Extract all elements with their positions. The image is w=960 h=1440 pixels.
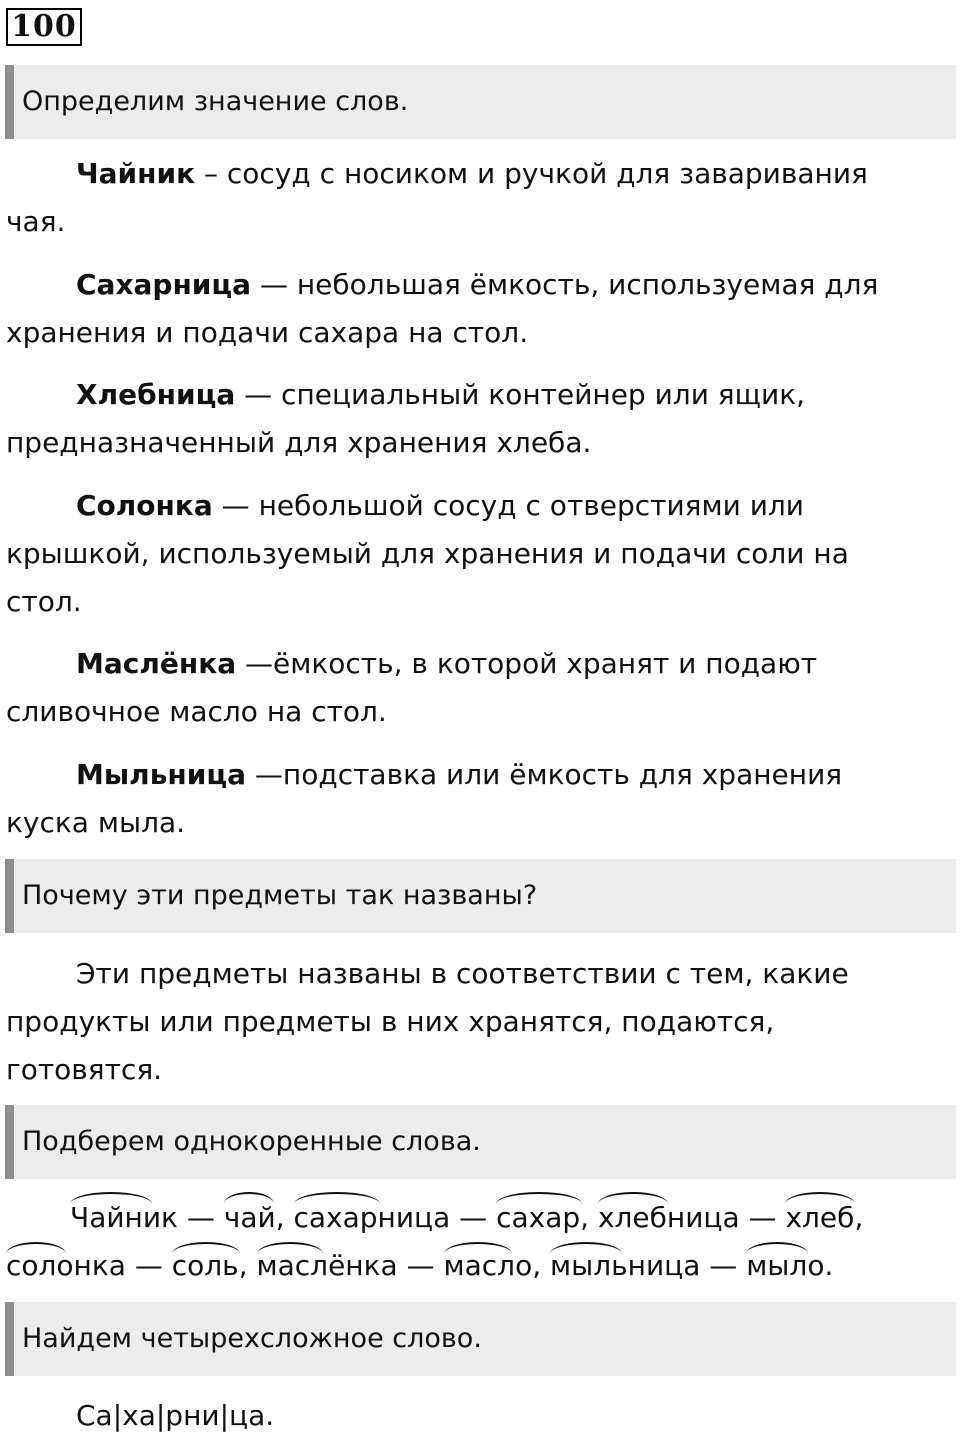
definition-text: – сосуд с носиком и ручкой для заваривания чая. <box>6 157 868 238</box>
definition-text: —ёмкость, в которой хранят и подают сливочное масло на стол. <box>6 647 818 728</box>
word-with-root: маслёнка <box>257 1242 398 1290</box>
definition-term: Солонка <box>76 489 213 522</box>
word-with-root: соль <box>172 1242 239 1290</box>
task-number: 100 <box>6 8 82 46</box>
definition-text: — небольшой сосуд с отверстиями или крышкой, используемый для хранения и подачи соли на стол. <box>6 489 849 618</box>
definition-item <box>6 751 906 847</box>
definition-item <box>6 482 906 626</box>
answer-why: Эти предметы названы в соответствии с тем, какие продукты или предметы в них хранятся, подаются, готовятся. <box>6 957 849 1086</box>
root-arc <box>294 1192 380 1204</box>
definition-item <box>6 371 906 467</box>
root-words-line: солонка — соль , маслёнка — масло , мыльница — мыло . <box>6 1242 926 1290</box>
root-arc <box>6 1242 66 1254</box>
word-with-root: масло <box>444 1242 533 1290</box>
definition-text: —подставка или ёмкость для хранения куска мыла. <box>6 758 843 839</box>
definition-term: Чайник <box>76 157 196 190</box>
definition-text: — небольшая ёмкость, используемая для хранения и подачи сахара на стол. <box>6 268 879 349</box>
word-with-root: мыльница <box>550 1242 700 1290</box>
root-arc <box>257 1242 323 1254</box>
root-arc <box>785 1192 855 1204</box>
word-with-root: Чайник <box>70 1194 178 1242</box>
word-with-root: хлеб <box>785 1194 854 1242</box>
word-with-root: чай <box>224 1194 276 1242</box>
root-arc <box>550 1242 622 1254</box>
root-arc <box>172 1242 240 1254</box>
section-header-syllables: Найдем четырехсложное слово. <box>5 1302 956 1376</box>
root-arc <box>598 1192 668 1204</box>
definition-item <box>6 261 906 357</box>
word-with-root: хлебница <box>598 1194 740 1242</box>
definition-term: Мыльница <box>76 758 247 791</box>
word-with-root: сахарница <box>294 1194 451 1242</box>
root-arc <box>746 1242 808 1254</box>
section-header-roots: Подберем однокоренные слова. <box>5 1105 956 1179</box>
root-words-line: Чайник — чай , сахарница — сахар , хлебница — хлеб , <box>6 1194 926 1242</box>
section-header-why: Почему эти предметы так названы? <box>5 859 956 933</box>
word-with-root: солонка <box>6 1242 126 1290</box>
definition-term: Маслёнка <box>76 647 237 680</box>
root-arc <box>224 1192 274 1204</box>
root-arc <box>444 1242 512 1254</box>
definition-text: — специальный контейнер или ящик, предназначенный для хранения хлеба. <box>6 378 806 459</box>
section-header-meaning: Определим значение слов. <box>5 65 956 139</box>
syllable-division: Са|ха|рни|ца. <box>76 1399 275 1432</box>
word-with-root: сахар <box>496 1194 580 1242</box>
definition-item <box>6 640 906 736</box>
word-with-root: мыло <box>746 1242 824 1290</box>
root-words-block <box>6 1194 926 1290</box>
definition-item <box>6 150 906 246</box>
root-arc <box>70 1192 152 1204</box>
root-arc <box>496 1192 582 1204</box>
definition-term: Хлебница <box>76 378 236 411</box>
definition-term: Сахарница <box>76 268 252 301</box>
